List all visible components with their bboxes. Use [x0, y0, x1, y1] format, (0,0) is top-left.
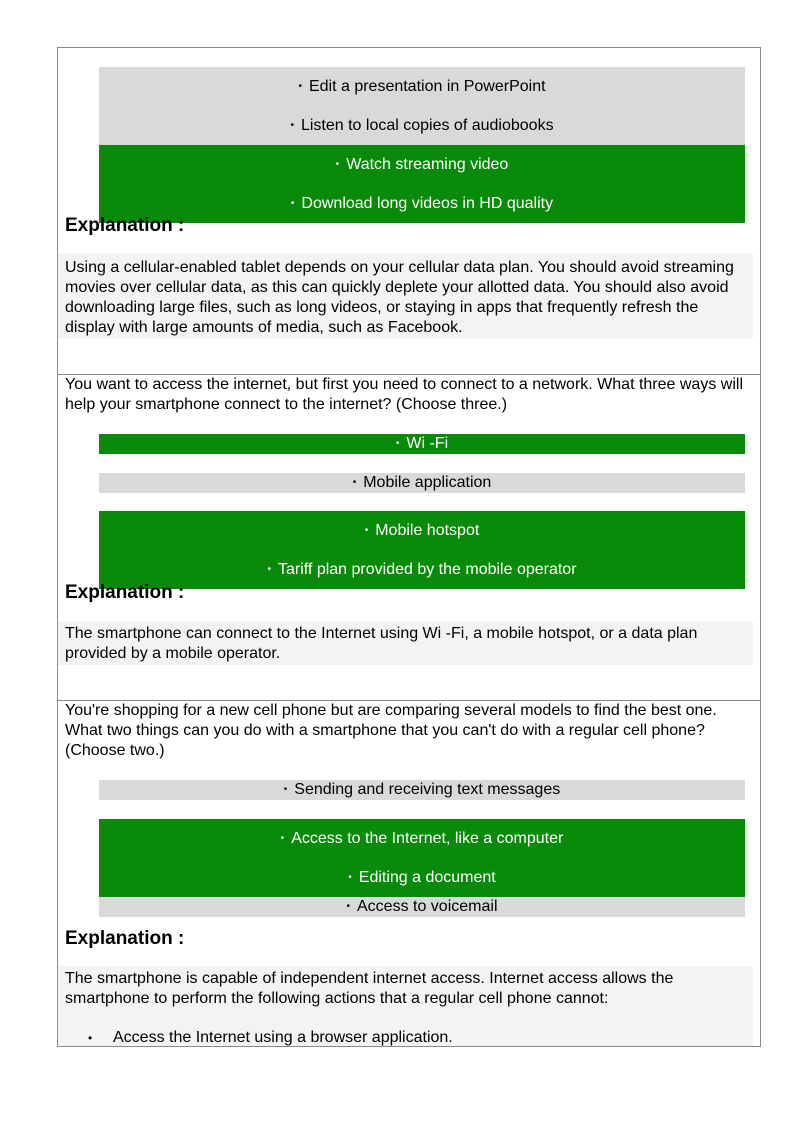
bullet-icon: • [290, 120, 294, 131]
option-line: • Access to voicemail [346, 898, 498, 915]
option-line: • Editing a document [348, 869, 496, 886]
bullet-icon: • [280, 833, 285, 844]
bullet-icon: • [267, 564, 271, 575]
answer-option-correct [99, 819, 745, 897]
answer-option-correct [99, 434, 745, 454]
option-line: • Mobile hotspot [364, 522, 480, 539]
bullet-icon: • [364, 525, 369, 536]
question-text: You want to access the internet, but first you need to connect to a network. What three ways will help your smartphone connect to the internet? (Choose three.) [65, 376, 743, 413]
option-line: • Listen to local copies of audiobooks [290, 117, 554, 134]
answer-option-incorrect [99, 67, 745, 145]
bullet-icon: • [395, 438, 400, 449]
option-line: • Mobile application [352, 474, 492, 491]
bullet-icon: • [352, 477, 357, 488]
explanation-text: Using a cellular-enabled tablet depends on your cellular data plan. You should avoid streaming movies over cellular data, as this can quickly deplete your allotted data. You should also avoid downloading large files, such as long videos, or staying in apps that frequently refresh the display with large amounts of media, such as Facebook. [65, 259, 734, 336]
answer-option-correct [99, 145, 745, 223]
option-line: • Download long videos in HD quality [290, 195, 554, 212]
option-line: • Watch streaming video [335, 156, 509, 173]
bullet-icon: • [88, 1031, 93, 1045]
answer-option-incorrect [99, 780, 745, 800]
explanation-text: The smartphone is capable of independent internet access. Internet access allows the smartphone to perform the following actions that a regular cell phone cannot: [65, 970, 674, 1007]
bullet-icon: • [348, 872, 352, 883]
option-line: • Access to the Internet, like a computer [280, 830, 564, 847]
explanation-list-item: • Access the Internet using a browser application. [88, 1029, 453, 1046]
explanation-heading: Explanation : [65, 928, 185, 949]
explanation-heading: Explanation : [65, 582, 185, 603]
answer-option-incorrect [99, 897, 745, 917]
bullet-icon: • [346, 901, 350, 912]
bullet-icon: • [283, 784, 288, 795]
question-text: You're shopping for a new cell phone but are comparing several models to find the best one. What two things can you do with a smartphone that you can't do with a regular cell phone? (Choose two.) [65, 702, 717, 759]
option-line: • Edit a presentation in PowerPoint [298, 78, 546, 95]
bullet-icon: • [290, 198, 295, 209]
option-line: • Sending and receiving text messages [283, 781, 561, 798]
bullet-icon: • [335, 159, 340, 170]
answer-option-correct [99, 511, 745, 589]
answer-option-incorrect [99, 473, 745, 493]
quiz-page-frame [57, 47, 761, 1047]
option-line: • Wi -Fi [395, 435, 449, 452]
explanation-heading: Explanation : [65, 215, 185, 236]
option-line: • Tariff plan provided by the mobile operator [267, 561, 577, 578]
explanation-text: The smartphone can connect to the Internet using Wi -Fi, a mobile hotspot, or a data plan provided by a mobile operator. [65, 625, 698, 662]
bullet-icon: • [298, 81, 302, 92]
